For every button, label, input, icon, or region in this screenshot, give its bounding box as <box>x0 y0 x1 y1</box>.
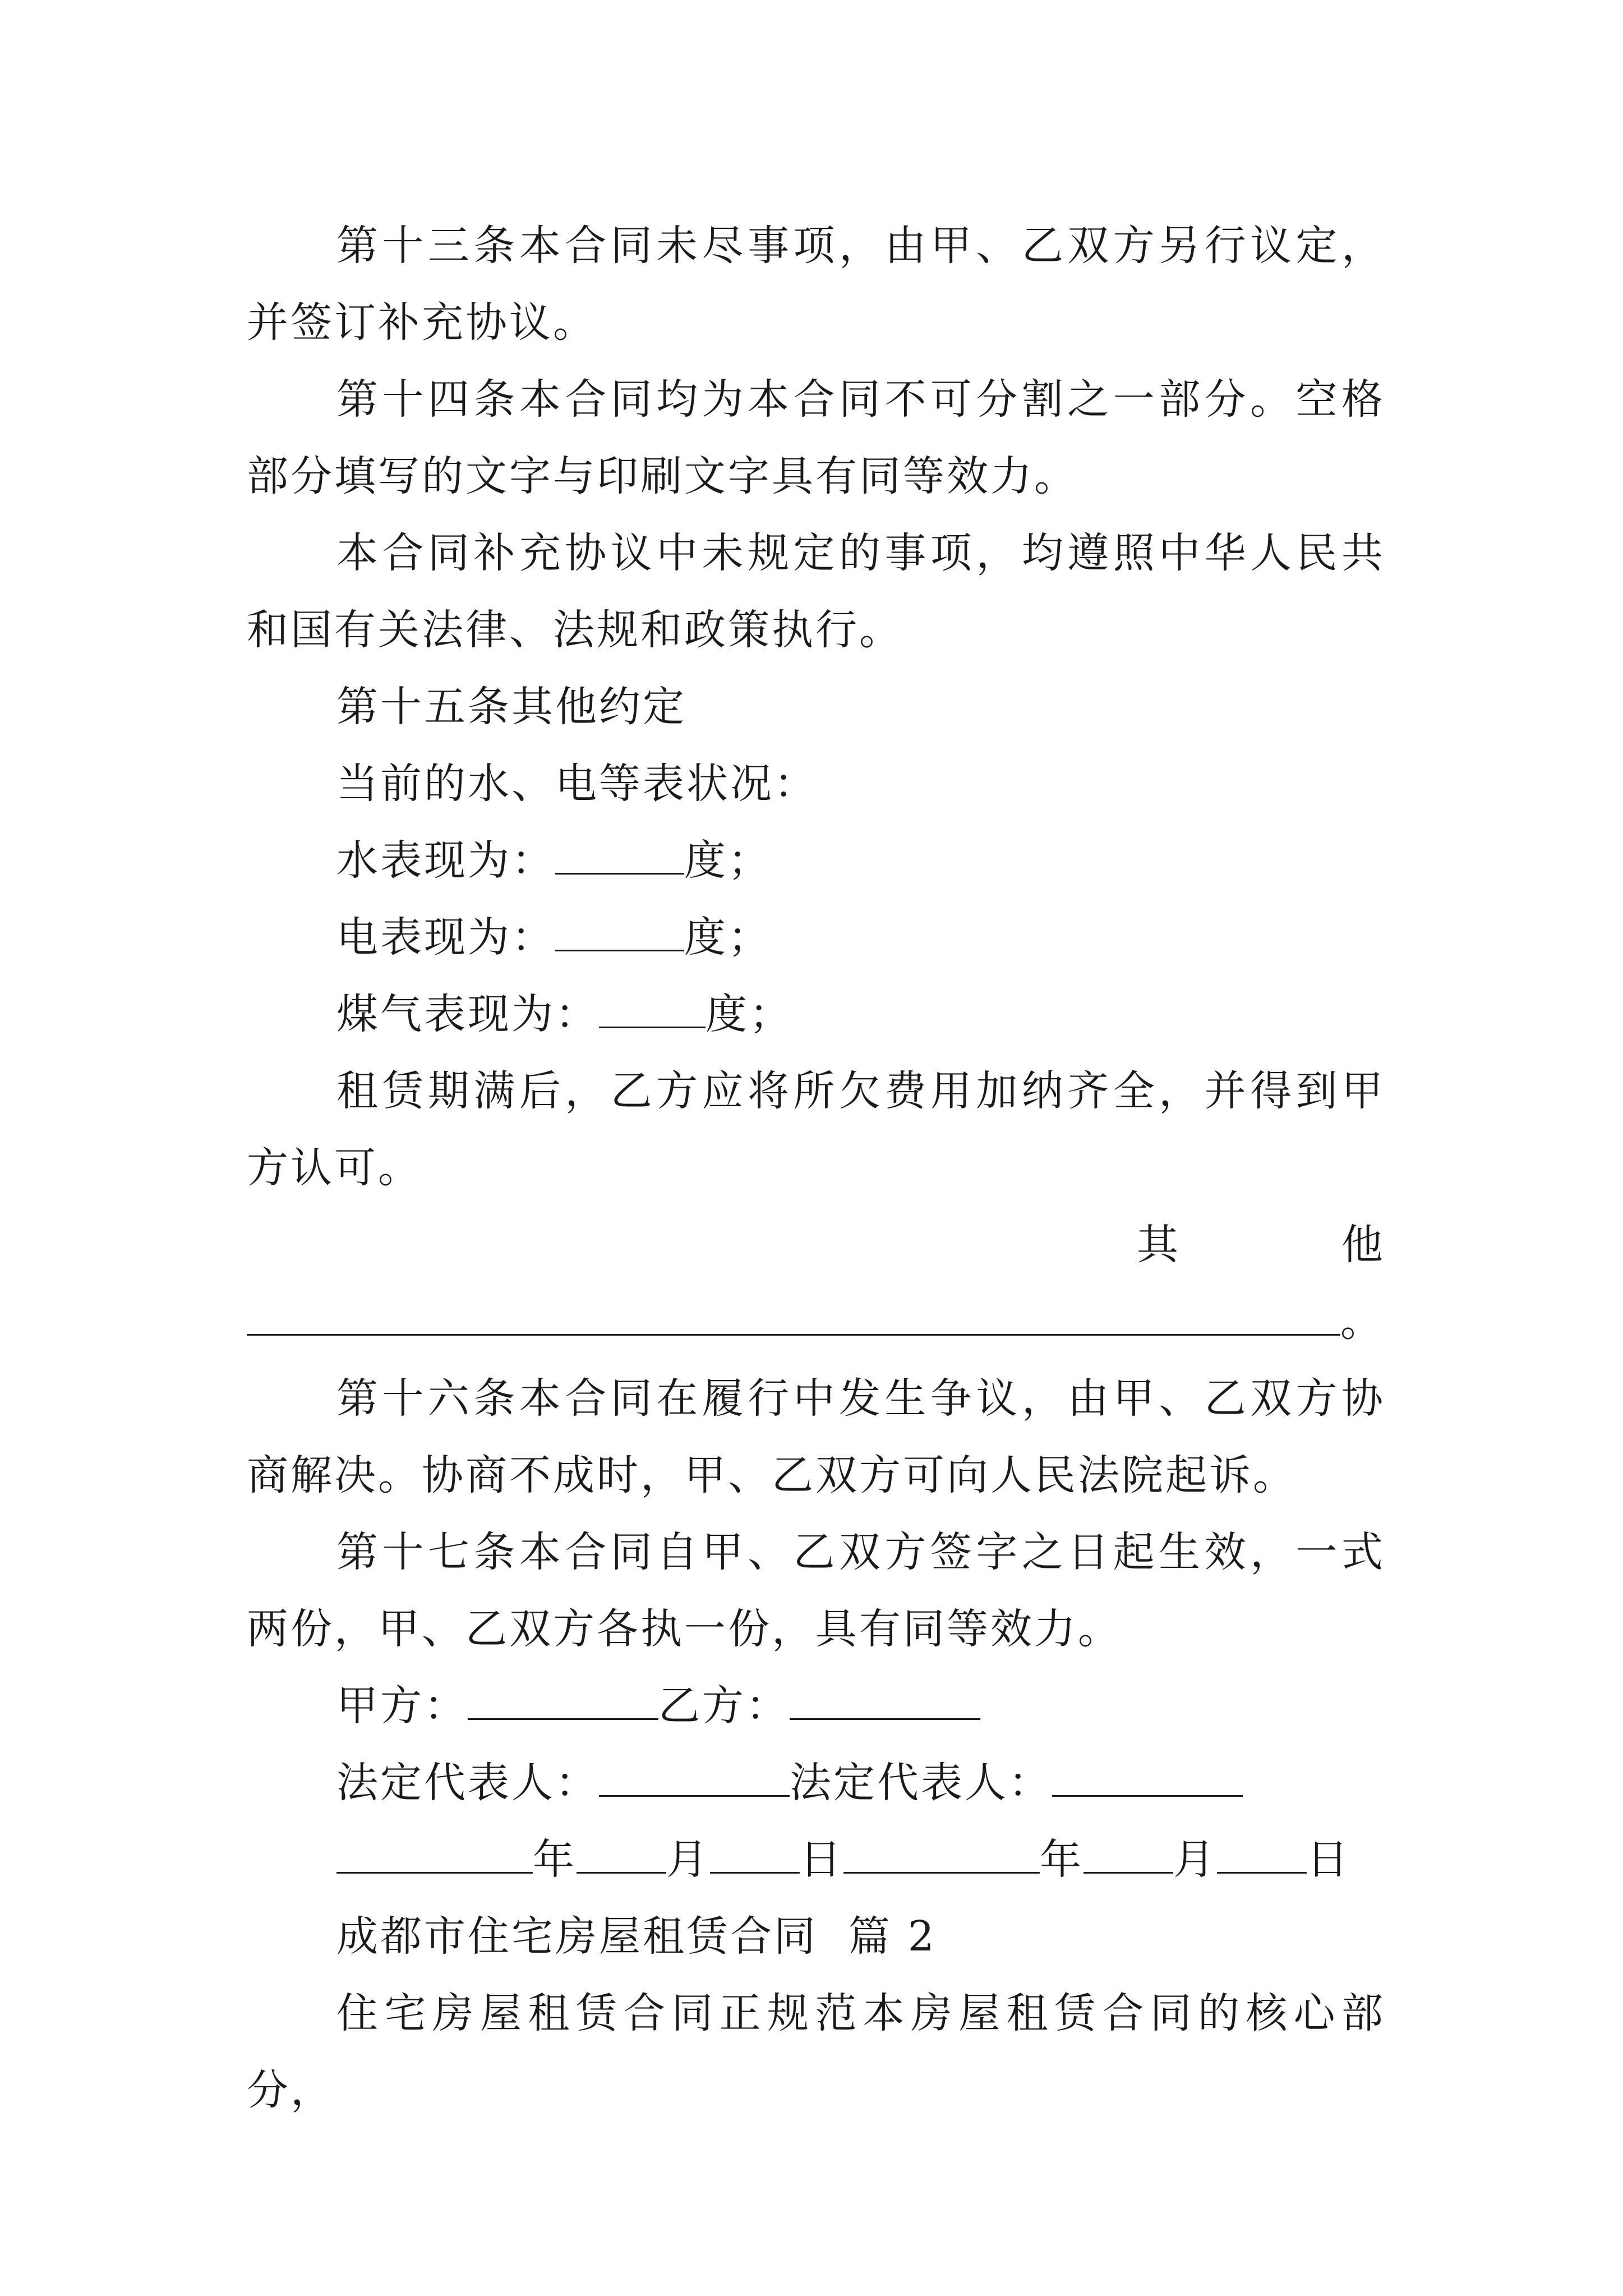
rep-a-blank <box>599 1758 790 1797</box>
electric-meter-blank <box>555 913 684 951</box>
day-b-label: 日 <box>1307 1835 1350 1884</box>
gas-meter-blank <box>599 990 706 1028</box>
article-14: 第十四条本合同均为本合同不可分割之一部分。空格部分填写的文字与印刷文字具有同等效力。 <box>247 375 1385 500</box>
month-a-label: 月 <box>666 1835 710 1884</box>
electric-meter-line <box>247 899 1385 976</box>
gas-meter-line <box>247 976 1385 1053</box>
rep-a-label: 法定代表人： <box>336 1759 599 1807</box>
date-line <box>247 1821 1385 1898</box>
water-meter-blank <box>555 836 684 875</box>
document-body <box>247 208 1385 2129</box>
gas-meter-label: 煤气表现为： <box>336 990 599 1038</box>
year-b-label: 年 <box>1040 1835 1083 1884</box>
party-b-blank <box>790 1681 980 1720</box>
section-2-first-line: 住宅房屋租赁合同正规范本房屋租赁合同的核心部分， <box>247 1989 1385 2114</box>
day-a-label: 日 <box>800 1835 843 1884</box>
party-a-blank <box>468 1681 658 1720</box>
month-b-label: 月 <box>1173 1835 1217 1884</box>
gas-meter-unit: 度； <box>706 990 793 1038</box>
day-b-blank <box>1217 1835 1307 1874</box>
day-a-blank <box>710 1835 800 1874</box>
year-b-blank <box>843 1835 1040 1874</box>
other-char-1: 其 <box>1137 1221 1181 1269</box>
other-terms-heading <box>247 1207 1385 1283</box>
other-terms-blank <box>247 1297 1340 1336</box>
month-b-blank <box>1083 1835 1173 1874</box>
meter-status: 当前的水、电等表状况： <box>336 760 818 808</box>
party-signature-line <box>247 1668 1385 1745</box>
month-a-blank <box>577 1835 666 1874</box>
rep-b-blank <box>1052 1758 1243 1797</box>
rep-b-label: 法定代表人： <box>790 1759 1052 1807</box>
article-15-title: 第十五条其他约定 <box>336 683 686 731</box>
year-a-blank <box>336 1835 533 1874</box>
water-meter-label: 水表现为： <box>336 836 555 885</box>
lease-end-clause: 租赁期满后，乙方应将所欠费用加纳齐全，并得到甲方认可。 <box>247 1067 1385 1192</box>
other-terms-end: 。 <box>1340 1297 1384 1346</box>
water-meter-unit: 度； <box>684 836 772 885</box>
party-b-label: 乙方： <box>658 1682 790 1730</box>
electric-meter-unit: 度； <box>684 913 772 961</box>
other-terms-line <box>247 1283 1385 1360</box>
section-2-title: 成都市住宅房屋租赁合同 篇 2 <box>336 1912 937 1961</box>
year-a-label: 年 <box>533 1835 577 1884</box>
other-char-2: 他 <box>1341 1221 1385 1269</box>
article-13: 第十三条本合同未尽事项，由甲、乙双方另行议定，并签订补充协议。 <box>247 222 1385 347</box>
electric-meter-label: 电表现为： <box>336 913 555 961</box>
article-17: 第十七条本合同自甲、乙双方签字之日起生效，一式两份，甲、乙双方各执一份，具有同等效力。 <box>247 1528 1385 1653</box>
article-16: 第十六条本合同在履行中发生争议，由甲、乙双方协商解决。协商不成时，甲、乙双方可向人民法院起诉。 <box>247 1374 1385 1499</box>
party-a-label: 甲方： <box>336 1682 468 1730</box>
representative-line <box>247 1745 1385 1821</box>
water-meter-line <box>247 822 1385 899</box>
supplement-clause: 本合同补充协议中未规定的事项，均遵照中华人民共和国有关法律、法规和政策执行。 <box>247 529 1385 654</box>
